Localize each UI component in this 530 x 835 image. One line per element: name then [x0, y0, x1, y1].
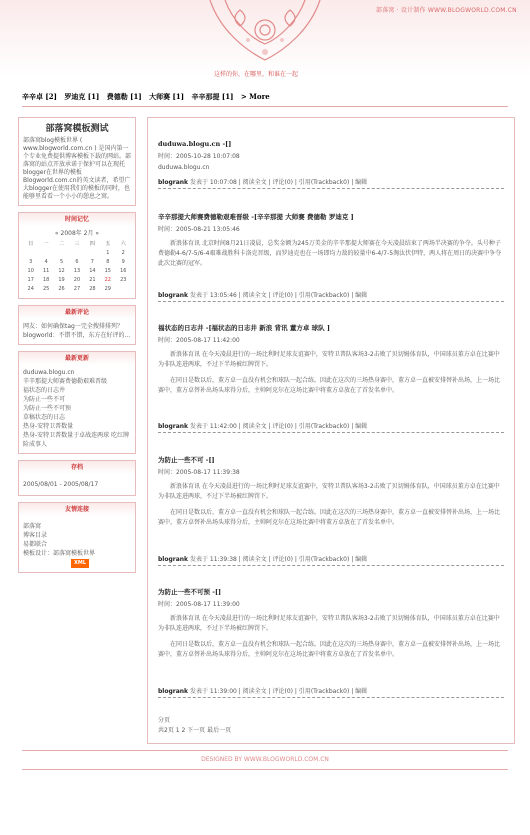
footer-credit[interactable]: DESIGNED BY WWW.BLOGWORLD.COM.CN	[201, 756, 329, 763]
calendar-day	[54, 249, 69, 258]
sidebar	[18, 117, 136, 579]
calendar-day: 9	[121, 259, 125, 265]
blog-info-box	[18, 117, 136, 206]
nav-tag-4[interactable]: 大师赛 [1]	[149, 92, 185, 101]
post-title[interactable]: 辛辛那提大师赛费德勒艰难晋级 -[辛辛那提 大师赛 费德勒 罗迪克 ]	[158, 213, 354, 221]
calendar-day	[23, 249, 38, 258]
tag-nav	[22, 92, 275, 102]
post-body: 新浪体育讯 北京时间8月21日凌晨，总奖金额为245万美金的辛辛那提大师赛在今天凌晨结束了两场半决赛的争夺。头号种子费德勒4-6/7-5/6-4艰难战胜科卡洛克晋级，而罗迪克也在一场即均力敌的较量中6-4/7-5淘汰伏伊特，两人将在周日的决赛中争夺此次比赛的冠军。	[158, 240, 502, 267]
calendar-day: 16	[120, 268, 127, 274]
weekday: 一	[43, 241, 49, 247]
nav-tag-3[interactable]: 费德勒 [1]	[106, 92, 142, 101]
calendar-day: 11	[42, 268, 50, 274]
link-item[interactable]: 博客目录	[23, 532, 48, 539]
post-time: 时间：2005-08-21 13:05:46	[158, 226, 240, 233]
calendar-row	[23, 276, 131, 285]
nav-tag-5[interactable]: 辛辛那提 [1]	[191, 92, 234, 101]
calendar-row	[23, 249, 131, 258]
nav-tag-1[interactable]: 辛辛卓 [2]	[22, 92, 57, 101]
nav-more-link[interactable]: > More	[240, 92, 270, 101]
nav-divider	[22, 106, 508, 107]
post-body: duduwa.blogu.cn	[158, 164, 210, 171]
weekday: 三	[74, 241, 80, 247]
update-item[interactable]: 辛辛那提大师赛费德勒艰难晋级	[23, 378, 108, 385]
calendar-day: 28	[89, 286, 96, 292]
post-author[interactable]: blogrank	[158, 292, 189, 299]
calendar-day: 7	[90, 259, 94, 265]
post-entry	[158, 212, 504, 269]
post-footer	[158, 554, 504, 566]
calendar-row	[23, 267, 131, 276]
calendar-day: 13	[73, 268, 81, 274]
post-body: 在同日是数以后，董方卓一直没有机会和球队一起合练。因此在这次的三场热身赛中，董方卓一直被安排替补出场，上一场比赛中，董方卓替补出场头球得分后，主帅阿克尔在这场比赛中将董方卓放在了首发名单中。	[158, 377, 501, 394]
weekday: 日	[28, 241, 34, 247]
post-body: 新浪体育讯 在今天凌晨进行的一场比利时足球友谊赛中，安特卫普队客场3-2击败了贝切姆体育队，中国球员董方卓在比赛中为非队连进两球，不过下半场被红牌罚下。	[158, 351, 500, 368]
comment-item[interactable]: 网友：如何确保tag一完全搜排排列？	[23, 323, 123, 330]
update-item[interactable]: 热身-安特卫普数量于卓战连两球 吃红牌险成事人	[23, 432, 130, 448]
post-time: 时间：2005-08-17 11:39:00	[158, 601, 240, 608]
calendar-box	[18, 212, 136, 299]
pagination-label: 分页	[158, 717, 171, 724]
links-title: 友情连接	[19, 503, 135, 516]
update-item[interactable]: 草稿状态的日志	[23, 414, 66, 421]
calendar-day: 23	[120, 277, 127, 283]
post-actions[interactable]: 发表于 13:05:46 | 阅读全文 | 评论(0) | 引用(Trackback0) | 编辑	[189, 292, 368, 299]
post-author[interactable]: blogrank	[158, 423, 189, 430]
footer-divider	[22, 750, 508, 751]
archive-range-link[interactable]: 2005/08/01 - 2005/08/17	[23, 481, 99, 488]
lace-ornament-icon	[200, 0, 330, 66]
post-entry	[158, 140, 504, 171]
calendar-day: 27	[73, 286, 81, 292]
update-item[interactable]: 为防止一些不可	[23, 396, 66, 403]
update-item[interactable]: duduwa.blogu.cn	[23, 369, 75, 376]
calendar-day: 18	[42, 277, 50, 283]
calendar-day	[85, 249, 100, 258]
post-actions[interactable]: 发表于 11:39:00 | 阅读全文 | 评论(0) | 引用(Trackback0) | 编辑	[189, 688, 368, 695]
pagination-links[interactable]: 共2页 1 2 下一页 最后一页	[158, 727, 232, 734]
calendar-day-today[interactable]: 22	[104, 277, 111, 283]
post-title[interactable]: 福状态的日志井 -[福状态的日志井 新浪 背讯 董方卓 球队 ]	[158, 324, 330, 332]
post-title[interactable]: 为防止一些不可 -[]	[158, 456, 215, 464]
calendar-day	[69, 249, 84, 258]
post-body: 在同日是数以后，董方卓一直没有机会和球队一起合练。因此在这次的三场热身赛中，董方卓一直被安排替补出场，上一场比赛中，董方卓替补出场头球得分后，主帅阿克尔在这场比赛中将董方卓放在了首发名单中。	[158, 509, 501, 526]
weekday: 四	[89, 241, 95, 247]
calendar-day: 20	[73, 277, 81, 283]
calendar-grid	[23, 240, 131, 294]
update-item[interactable]: 福状态的日志井	[23, 387, 66, 394]
calendar-day: 6	[75, 259, 79, 265]
post-body: 新浪体育讯 在今天凌晨进行的一场比利时足球友谊赛中，安特卫普队客场3-2击败了贝切姆体育队，中国球员董方卓在比赛中为非队连进两球，不过下半场被红牌罚下。	[158, 483, 500, 500]
post-author[interactable]: blogrank	[158, 179, 189, 186]
nav-tag-2[interactable]: 罗迪克 [1]	[64, 92, 100, 101]
blog-title: 部落窝模板测试	[45, 124, 109, 134]
main-content	[147, 117, 515, 744]
calendar-day: 14	[89, 268, 96, 274]
link-item[interactable]: 模板设计：部落窝模板世界	[23, 550, 96, 557]
calendar-day: 21	[89, 277, 96, 283]
calendar-day	[116, 285, 131, 294]
post-title[interactable]: duduwa.blogu.cn -[]	[158, 140, 232, 148]
post-body: 在同日是数以后，董方卓一直没有机会和球队一起合练。因此在这次的三场热身赛中，董方卓一直被安排替补出场，上一场比赛中，董方卓替补出场头球得分后，主帅阿克尔在这场比赛中将董方卓放在了首发名单中。	[158, 641, 501, 658]
update-item[interactable]: 热身-安特卫普数量	[23, 423, 74, 430]
post-footer	[158, 177, 504, 189]
post-body: 新浪体育讯 在今天凌晨进行的一场比利时足球友谊赛中，安特卫普队客场3-2击败了贝切姆体育队，中国球员董方卓在比赛中为非队连进两球，不过下半场被红牌罚下。	[158, 615, 500, 632]
calendar-week-header	[23, 240, 131, 249]
calendar-day: 5	[59, 259, 64, 265]
link-item[interactable]: 易都联合	[23, 541, 48, 548]
calendar-day: 24	[27, 286, 34, 292]
calendar-day: 3	[29, 259, 33, 265]
recent-updates-box	[18, 351, 136, 454]
post-actions[interactable]: 发表于 10:07:08 | 阅读全文 | 评论(0) | 引用(Trackback0) | 编辑	[189, 179, 368, 186]
archive-box	[18, 460, 136, 496]
recent-updates-title: 最新更新	[19, 352, 135, 365]
footer-divider-bottom	[22, 769, 508, 770]
post-time: 时间：2005-08-17 11:39:38	[158, 469, 240, 476]
post-author[interactable]: blogrank	[158, 556, 189, 563]
weekday: 五	[105, 241, 111, 247]
post-time: 时间：2005-08-17 11:42:00	[158, 337, 240, 344]
weekday: 二	[59, 241, 65, 247]
link-item[interactable]: 部落窝	[23, 523, 42, 530]
comment-item[interactable]: blogworld：不错不错，东方在好评的...	[23, 332, 131, 339]
calendar-day: 4	[44, 259, 48, 265]
calendar-row	[23, 285, 131, 294]
post-actions[interactable]: 发表于 11:39:38 | 阅读全文 | 评论(0) | 引用(Trackback0) | 编辑	[189, 556, 368, 563]
post-entry	[158, 323, 504, 396]
post-actions[interactable]: 发表于 11:42:00 | 阅读全文 | 评论(0) | 引用(Trackback0) | 编辑	[189, 423, 368, 430]
links-box	[18, 502, 136, 573]
post-entry	[158, 587, 504, 660]
recent-comments-box	[18, 305, 136, 345]
header-slogan: 这样的你，在哪里，和谁在一起	[214, 71, 299, 78]
calendar-day: 8	[106, 259, 110, 265]
post-footer	[158, 421, 504, 433]
calendar-row	[23, 258, 131, 267]
pagination	[158, 716, 231, 736]
recent-comments-title: 最新评论	[19, 306, 135, 319]
post-entry	[158, 455, 504, 528]
calendar-month[interactable]: « 2008年 2月 »	[54, 230, 100, 237]
archive-title: 存档	[19, 461, 135, 474]
post-title[interactable]: 为防止一些不可预 -[]	[158, 588, 222, 596]
post-footer	[158, 686, 504, 698]
update-item[interactable]: 为防止一些不可预	[23, 405, 72, 412]
post-footer	[158, 290, 504, 302]
post-time: 时间：2005-10-28 10:07:08	[158, 153, 240, 160]
calendar-day: 12	[58, 268, 65, 274]
calendar-day: 15	[104, 268, 111, 274]
header-credit[interactable]: 部落窝 · 设计制作 WWW.BLOGWORLD.COM.CN	[376, 7, 517, 14]
calendar-day: 19	[58, 277, 65, 283]
calendar-day	[38, 249, 53, 258]
post-author[interactable]: blogrank	[158, 688, 189, 695]
xml-feed-button[interactable]: XML	[71, 559, 89, 568]
calendar-day: 26	[58, 286, 65, 292]
calendar-day: 2	[121, 250, 125, 256]
calendar-day: 25	[42, 286, 50, 292]
calendar-day: 1	[106, 250, 110, 256]
calendar-title: 时间记忆	[19, 213, 135, 226]
weekday: 六	[120, 241, 126, 247]
calendar-day: 10	[27, 268, 34, 274]
calendar-day: 29	[104, 286, 111, 292]
blog-description: 部落窝blog模板世界 ( www.blogworld.com.cn ) 是国内第一个专业免费提供博客模板下载的网站。部落窝的站点开放承诺于保护可以在现托blogger在世界的模板Blogworld.com.cn的英文读者，希望广大blogger在使用我们的模板的同时，也能够里看看一个小小的憩息之窝。	[23, 137, 132, 200]
calendar-day: 17	[27, 277, 34, 283]
